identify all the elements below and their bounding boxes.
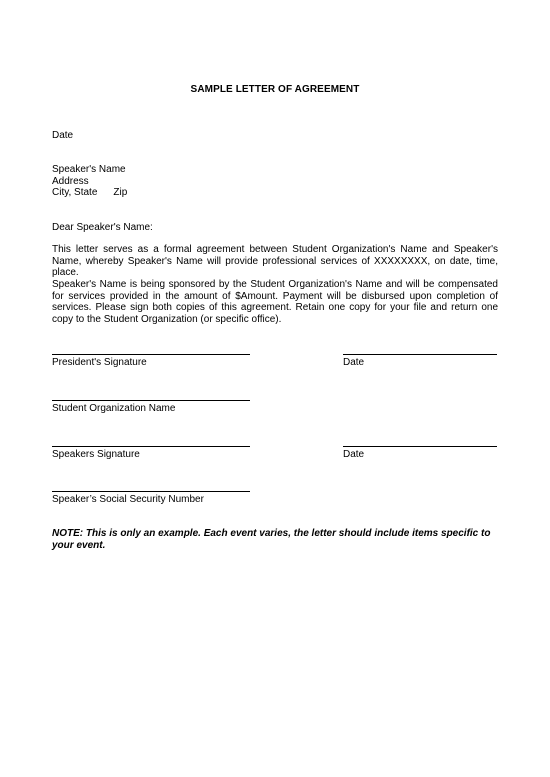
president-date-line [343,354,497,355]
salutation: Dear Speaker's Name: [52,222,153,233]
recipient-city-state: City, State [52,187,98,198]
recipient-name: Speaker's Name [52,164,126,175]
agreement-paragraph-1: This letter serves as a formal agreement between Student Organization's Name and Speaker's Name, whereby Speaker's Name will provide professional services of XXXXXXXX, on date, time, place. [52,244,498,278]
ssn-label: Speaker’s Social Security Number [52,494,204,505]
speaker-signature-line [52,446,250,447]
example-note: NOTE: This is only an example. Each event varies, the letter should include items specific to your event. [52,528,491,551]
speaker-signature-label: Speakers Signature [52,449,140,460]
ssn-line [52,491,250,492]
president-signature-line [52,354,250,355]
speaker-date-line [343,446,497,447]
recipient-street: Address [52,175,89,187]
agreement-paragraph-2: Speaker's Name is being sponsored by the Student Organization's Name and will be compensated for services provided in the amount of $Amount. Payment will be disbursed upon completion of services. Please sign both copies of this agreement. Retain one copy for your file and return one copy to the Student Organization (or specific office). [52,279,498,325]
speaker-date-label: Date [343,449,365,460]
date-placeholder: Date [52,130,74,141]
recipient-address [52,164,127,199]
organization-name-line [52,400,250,401]
letter-title: SAMPLE LETTER OF AGREEMENT [190,84,360,95]
president-date-label: Date [343,357,365,368]
recipient-zip: Zip [113,187,128,198]
president-signature-label: President's Signature [52,357,147,368]
organization-name-label: Student Organization Name [52,403,176,414]
recipient-city-line [52,187,127,199]
